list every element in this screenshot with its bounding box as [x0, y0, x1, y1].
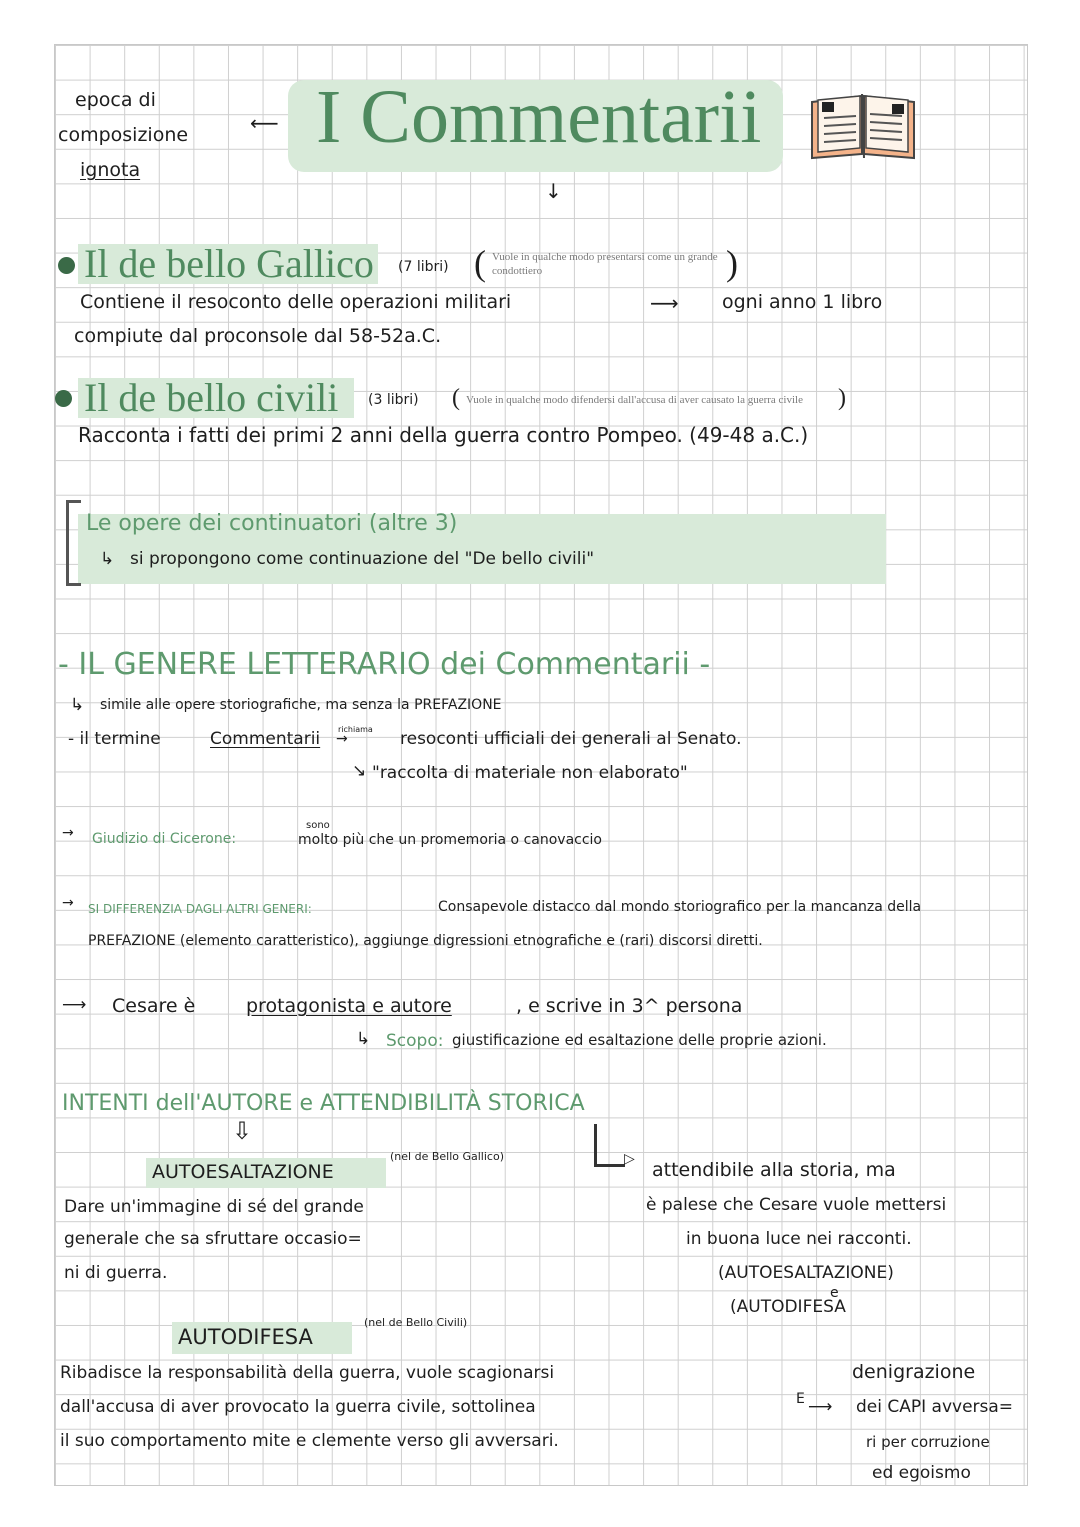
- attendibile5: e: [830, 1285, 839, 1301]
- bullet-dot: [58, 257, 75, 274]
- side-note-line3: ignota: [80, 159, 141, 181]
- arrow-sub-icon: ↳: [100, 549, 115, 569]
- continuatori-line: si propongono come continuazione del "De bello civili": [130, 549, 595, 569]
- side-note-line2: composizione: [58, 124, 189, 146]
- arrow-down-icon: ↓: [545, 179, 562, 203]
- attendibile6: (AUTODIFESA: [730, 1297, 846, 1317]
- arrow-down-icon: ⇩: [232, 1117, 253, 1145]
- page-title: I Commentarii: [316, 75, 762, 159]
- civili-line1: Racconta i fatti dei primi 2 anni della guerra contro Pompeo. (49-48 a.C.): [78, 423, 809, 447]
- attendibile3: in buona luce nei racconti.: [686, 1229, 912, 1249]
- civili-books: (3 libri): [368, 392, 419, 408]
- genere-line1: simile alle opere storiografiche, ma senza la PREFAZIONE: [100, 697, 502, 713]
- diff-text1: Consapevole distacco dal mondo storiografico per la mancanza della: [438, 899, 922, 915]
- genere-line3: "raccolta di materiale non elaborato": [372, 763, 688, 783]
- autodifesa-text1: Ribadisce la responsabilità della guerra, vuole scagionarsi: [60, 1363, 555, 1383]
- scopo-text: giustificazione ed esaltazione delle proprie azioni.: [452, 1031, 827, 1049]
- open-book-icon: [808, 88, 918, 160]
- gallico-side: ogni anno 1 libro: [722, 291, 883, 313]
- cicerone-text: molto più che un promemoria o canovaccio: [298, 832, 603, 848]
- arrow-right-icon: ▷: [624, 1151, 635, 1167]
- cesare-b: , e scrive in 3^ persona: [516, 995, 743, 1017]
- cesare-a: Cesare è: [112, 995, 196, 1017]
- arrow-right-icon: →: [336, 731, 348, 747]
- bullet-dot: [55, 390, 72, 407]
- cicerone-label: Giudizio di Cicerone:: [92, 831, 237, 847]
- arrow-right-icon: ⟶: [62, 995, 87, 1015]
- genere-line2-note: richiama: [338, 725, 373, 734]
- civili-intent: Vuole in qualche modo difendersi dall'accusa di aver causato la guerra civile: [466, 394, 803, 406]
- continuatori-title: Le opere dei continuatori (altre 3): [86, 511, 458, 536]
- gallico-intent: Vuole in qualche modo presentarsi come un grande condottiero: [492, 251, 718, 278]
- scopo-label: Scopo:: [386, 1031, 444, 1051]
- autoesaltazione-text3: ni di guerra.: [64, 1263, 168, 1283]
- paren-open: (: [452, 385, 460, 411]
- autoesaltazione-text1: Dare un'immagine di sé del grande: [64, 1197, 364, 1217]
- paren-open: (: [474, 243, 486, 283]
- denigrazione4: ed egoismo: [872, 1463, 971, 1483]
- attendibile4: (AUTOESALTAZIONE): [718, 1263, 894, 1283]
- denigrazione1: denigrazione: [852, 1361, 976, 1383]
- bracket: [66, 500, 81, 586]
- paren-close: ): [726, 243, 738, 283]
- gallico-books: (7 libri): [398, 259, 449, 275]
- arrow-right-icon: ↘: [352, 761, 367, 781]
- denigrazione2: dei CAPI avversa=: [856, 1397, 1014, 1417]
- genere-line2-a: - il termine: [68, 729, 161, 749]
- autodifesa-note: (nel de Bello Civili): [364, 1316, 468, 1329]
- arrow-sub-icon: ↳: [70, 695, 85, 715]
- paren-close: ): [838, 385, 846, 411]
- side-e: E: [796, 1391, 805, 1407]
- genere-heading: - IL GENERE LETTERARIO dei Commentarii -: [58, 647, 711, 682]
- autodifesa-text3: il suo comportamento mite e clemente verso gli avversari.: [60, 1431, 559, 1451]
- cicerone-note: sono: [306, 820, 330, 831]
- arrow-sub-icon: ↳: [356, 1029, 371, 1049]
- corner-arrow: [594, 1124, 625, 1167]
- gallico-line2: compiute dal proconsole dal 58-52a.C.: [74, 325, 442, 347]
- autoesaltazione-label: AUTOESALTAZIONE: [152, 1161, 334, 1183]
- diff-label: SI DIFFERENZIA DAGLI ALTRI GENERI:: [88, 902, 312, 916]
- autoesaltazione-note: (nel de Bello Gallico): [390, 1150, 504, 1163]
- denigrazione3: ri per corruzione: [866, 1433, 990, 1451]
- arrow-right-icon: ⟶: [808, 1397, 833, 1417]
- autoesaltazione-text2: generale che sa sfruttare occasio=: [64, 1229, 362, 1249]
- gallico-line1: Contiene il resoconto delle operazioni militari: [80, 291, 512, 313]
- cesare-term: protagonista e autore: [246, 995, 452, 1017]
- attendibile2: è palese che Cesare vuole mettersi: [646, 1195, 947, 1215]
- arrow-right-icon: ⟶: [650, 291, 679, 315]
- autodifesa-text2: dall'accusa di aver provocato la guerra civile, sottolinea: [60, 1397, 536, 1417]
- intenti-heading: INTENTI dell'AUTORE e ATTENDIBILITÀ STORICA: [62, 1091, 585, 1116]
- side-note-line1: epoca di: [75, 89, 156, 111]
- genere-line2-b: resoconti ufficiali dei generali al Senato.: [400, 729, 742, 749]
- gallico-heading: Il de bello Gallico: [84, 241, 374, 286]
- diff-text2: PREFAZIONE (elemento caratteristico), aggiunge digressioni etnografiche e (rari) discorsi diretti.: [88, 933, 763, 949]
- civili-heading: Il de bello civili: [84, 375, 339, 420]
- arrow-left-icon: ⟵: [250, 111, 279, 135]
- autodifesa-label: AUTODIFESA: [178, 1325, 313, 1349]
- arrow-right-icon: →: [62, 825, 74, 841]
- attendibile1: attendibile alla storia, ma: [652, 1159, 896, 1181]
- genere-line2-term: Commentarii: [210, 729, 321, 749]
- arrow-right-icon: →: [62, 895, 74, 911]
